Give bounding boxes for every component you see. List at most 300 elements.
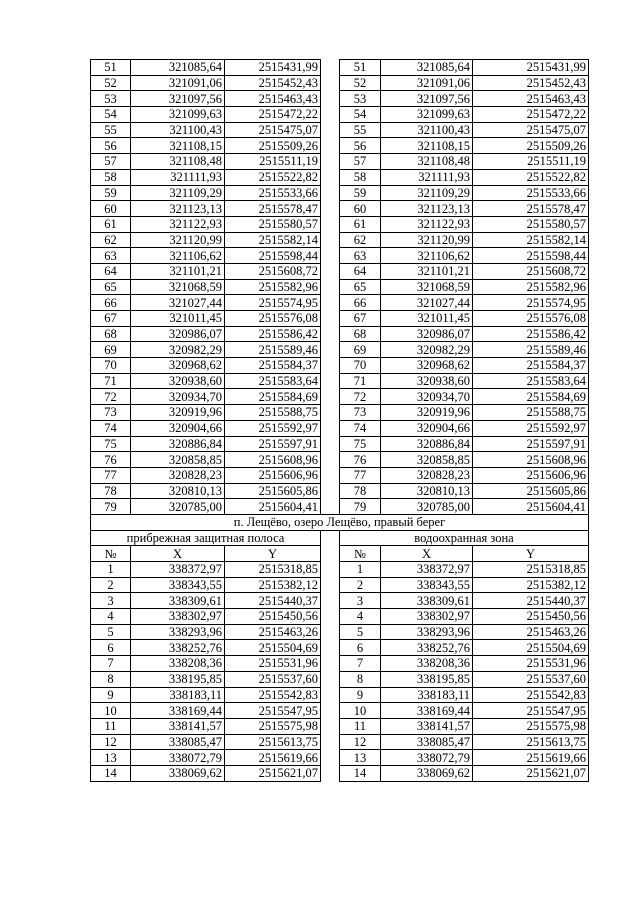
- table-row: [91, 216, 589, 232]
- y-coordinate-left: 2515619,66: [225, 750, 321, 766]
- column-gap: [321, 703, 340, 719]
- table-bottom-block: [91, 562, 589, 782]
- table-row: [91, 91, 589, 107]
- y-coordinate-right: 2515531,96: [473, 656, 589, 672]
- section-title: п. Лещёво, озеро Лещёво, правый берег: [91, 514, 589, 530]
- column-gap: [321, 420, 340, 436]
- y-coordinate-left: 2515598,44: [225, 248, 321, 264]
- column-gap: [321, 718, 340, 734]
- x-coordinate-right: 320986,07: [381, 326, 473, 342]
- point-number-left: 52: [91, 75, 131, 91]
- y-coordinate-left: 2515531,96: [225, 656, 321, 672]
- column-gap: [321, 577, 340, 593]
- x-coordinate-right: 338195,85: [381, 671, 473, 687]
- y-coordinate-right: 2515604,41: [473, 499, 589, 515]
- point-number-right: 52: [340, 75, 381, 91]
- right-subtitle: водоохранная зона: [340, 530, 589, 546]
- column-gap: [321, 154, 340, 170]
- point-number-right: 7: [340, 656, 381, 672]
- table-row: [91, 358, 589, 374]
- x-coordinate-left: 321122,93: [131, 216, 225, 232]
- column-gap: [321, 562, 340, 578]
- point-number-right: 69: [340, 342, 381, 358]
- point-number-right: 62: [340, 232, 381, 248]
- point-number-right: 67: [340, 311, 381, 327]
- column-gap: [321, 593, 340, 609]
- point-number-left: 8: [91, 671, 131, 687]
- column-gap: [321, 201, 340, 217]
- column-gap: [321, 452, 340, 468]
- x-coordinate-left: 338195,85: [131, 671, 225, 687]
- point-number-right: 75: [340, 436, 381, 452]
- y-coordinate-left: 2515318,85: [225, 562, 321, 578]
- x-coordinate-left: 321101,21: [131, 263, 225, 279]
- x-coordinate-right: 338302,97: [381, 609, 473, 625]
- y-coordinate-left: 2515509,26: [225, 138, 321, 154]
- table-row: [91, 342, 589, 358]
- y-coordinate-right: 2515621,07: [473, 765, 589, 781]
- y-coordinate-right: 2515592,97: [473, 420, 589, 436]
- x-coordinate-right: 338372,97: [381, 562, 473, 578]
- point-number-right: 9: [340, 687, 381, 703]
- y-coordinate-right: 2515475,07: [473, 122, 589, 138]
- point-number-right: 64: [340, 263, 381, 279]
- y-coordinate-right: 2515584,37: [473, 358, 589, 374]
- y-coordinate-left: 2515578,47: [225, 201, 321, 217]
- column-gap: [321, 311, 340, 327]
- table-row: [91, 169, 589, 185]
- table-top-block: [91, 60, 589, 515]
- point-number-right: 61: [340, 216, 381, 232]
- x-coordinate-left: 338252,76: [131, 640, 225, 656]
- y-coordinate-left: 2515589,46: [225, 342, 321, 358]
- x-coordinate-left: 321068,59: [131, 279, 225, 295]
- point-number-right: 57: [340, 154, 381, 170]
- x-coordinate-right: 321109,29: [381, 185, 473, 201]
- x-coordinate-left: 338072,79: [131, 750, 225, 766]
- column-gap: [321, 750, 340, 766]
- table-row: [91, 248, 589, 264]
- table-row: [91, 279, 589, 295]
- table-row: [91, 295, 589, 311]
- y-coordinate-right: 2515605,86: [473, 483, 589, 499]
- y-coordinate-right: 2515580,57: [473, 216, 589, 232]
- point-number-left: 53: [91, 91, 131, 107]
- column-gap: [321, 122, 340, 138]
- point-number-right: 14: [340, 765, 381, 781]
- x-coordinate-right: 321091,06: [381, 75, 473, 91]
- column-gap: [321, 342, 340, 358]
- x-coordinate-left: 320858,85: [131, 452, 225, 468]
- x-coordinate-right: 321111,93: [381, 169, 473, 185]
- column-gap: [321, 216, 340, 232]
- point-number-right: 59: [340, 185, 381, 201]
- x-coordinate-right: 320968,62: [381, 358, 473, 374]
- column-gap: [321, 107, 340, 123]
- y-coordinate-right: 2515574,95: [473, 295, 589, 311]
- x-coordinate-left: 321085,64: [131, 60, 225, 76]
- point-number-right: 11: [340, 718, 381, 734]
- x-coordinate-right: 321011,45: [381, 311, 473, 327]
- x-coordinate-left: 321106,62: [131, 248, 225, 264]
- column-gap: [321, 279, 340, 295]
- point-number-left: 60: [91, 201, 131, 217]
- table-row: [91, 420, 589, 436]
- x-coordinate-left: 320919,96: [131, 405, 225, 421]
- x-coordinate-left: 321011,45: [131, 311, 225, 327]
- x-coordinate-left: 321091,06: [131, 75, 225, 91]
- x-coordinate-left: 320986,07: [131, 326, 225, 342]
- y-coordinate-left: 2515606,96: [225, 467, 321, 483]
- y-coordinate-right: 2515576,08: [473, 311, 589, 327]
- y-coordinate-left: 2515580,57: [225, 216, 321, 232]
- column-gap: [321, 671, 340, 687]
- y-coordinate-left: 2515382,12: [225, 577, 321, 593]
- y-coordinate-left: 2515583,64: [225, 373, 321, 389]
- x-coordinate-left: 338302,97: [131, 609, 225, 625]
- point-number-right: 63: [340, 248, 381, 264]
- y-coordinate-right: 2515608,72: [473, 263, 589, 279]
- y-coordinate-left: 2515504,69: [225, 640, 321, 656]
- point-number-right: 76: [340, 452, 381, 468]
- y-coordinate-left: 2515608,72: [225, 263, 321, 279]
- x-coordinate-left: 338085,47: [131, 734, 225, 750]
- y-coordinate-right: 2515522,82: [473, 169, 589, 185]
- x-coordinate-right: 338085,47: [381, 734, 473, 750]
- table-row: [91, 750, 589, 766]
- y-coordinate-right: 2515583,64: [473, 373, 589, 389]
- point-number-right: 6: [340, 640, 381, 656]
- column-gap: [321, 609, 340, 625]
- x-coordinate-right: 321108,48: [381, 154, 473, 170]
- y-coordinate-right: 2515606,96: [473, 467, 589, 483]
- y-coordinate-left: 2515604,41: [225, 499, 321, 515]
- table-row: [91, 154, 589, 170]
- point-number-left: 64: [91, 263, 131, 279]
- point-number-left: 10: [91, 703, 131, 719]
- x-coordinate-right: 338069,62: [381, 765, 473, 781]
- x-coordinate-right: 321123,13: [381, 201, 473, 217]
- x-coordinate-right: 321099,63: [381, 107, 473, 123]
- point-number-left: 55: [91, 122, 131, 138]
- x-coordinate-right: 321027,44: [381, 295, 473, 311]
- table-row: [91, 436, 589, 452]
- point-number-right: 56: [340, 138, 381, 154]
- y-coordinate-right: 2515504,69: [473, 640, 589, 656]
- point-number-left: 9: [91, 687, 131, 703]
- x-coordinate-left: 338141,57: [131, 718, 225, 734]
- x-coordinate-left: 321108,15: [131, 138, 225, 154]
- point-number-right: 13: [340, 750, 381, 766]
- column-gap: [321, 75, 340, 91]
- y-coordinate-right: 2515578,47: [473, 201, 589, 217]
- y-coordinate-left: 2515605,86: [225, 483, 321, 499]
- y-coordinate-right: 2515619,66: [473, 750, 589, 766]
- point-number-left: 3: [91, 593, 131, 609]
- y-coordinate-left: 2515463,26: [225, 624, 321, 640]
- x-coordinate-right: 320785,00: [381, 499, 473, 515]
- x-coordinate-right: 321122,93: [381, 216, 473, 232]
- point-number-left: 54: [91, 107, 131, 123]
- y-coordinate-right: 2515597,91: [473, 436, 589, 452]
- column-gap: [321, 483, 340, 499]
- column-gap: [321, 138, 340, 154]
- x-coordinate-right: 321068,59: [381, 279, 473, 295]
- point-number-left: 73: [91, 405, 131, 421]
- point-number-left: 75: [91, 436, 131, 452]
- x-coordinate-right: 320919,96: [381, 405, 473, 421]
- point-number-right: 73: [340, 405, 381, 421]
- table-row: [91, 405, 589, 421]
- point-number-left: 66: [91, 295, 131, 311]
- x-coordinate-right: 338252,76: [381, 640, 473, 656]
- column-gap: [321, 326, 340, 342]
- y-coordinate-left: 2515582,14: [225, 232, 321, 248]
- y-coordinate-right: 2515586,42: [473, 326, 589, 342]
- x-coordinate-right: 320886,84: [381, 436, 473, 452]
- column-gap: [321, 530, 340, 546]
- x-coordinate-left: 320934,70: [131, 389, 225, 405]
- column-gap: [321, 765, 340, 781]
- column-gap: [321, 91, 340, 107]
- column-gap: [321, 295, 340, 311]
- point-number-right: 60: [340, 201, 381, 217]
- y-coordinate-right: 2515472,22: [473, 107, 589, 123]
- y-coordinate-left: 2515537,60: [225, 671, 321, 687]
- point-number-left: 71: [91, 373, 131, 389]
- table-row: [91, 389, 589, 405]
- y-coordinate-left: 2515588,75: [225, 405, 321, 421]
- header-n-left: №: [91, 546, 131, 562]
- y-coordinate-right: 2515318,85: [473, 562, 589, 578]
- point-number-right: 66: [340, 295, 381, 311]
- column-gap: [321, 687, 340, 703]
- column-gap: [321, 734, 340, 750]
- x-coordinate-right: 320938,60: [381, 373, 473, 389]
- x-coordinate-right: 338208,36: [381, 656, 473, 672]
- point-number-right: 12: [340, 734, 381, 750]
- point-number-right: 79: [340, 499, 381, 515]
- x-coordinate-left: 321027,44: [131, 295, 225, 311]
- y-coordinate-right: 2515547,95: [473, 703, 589, 719]
- point-number-right: 71: [340, 373, 381, 389]
- y-coordinate-left: 2515542,83: [225, 687, 321, 703]
- y-coordinate-left: 2515608,96: [225, 452, 321, 468]
- x-coordinate-right: 320828,23: [381, 467, 473, 483]
- x-coordinate-right: 321101,21: [381, 263, 473, 279]
- x-coordinate-right: 321100,43: [381, 122, 473, 138]
- table-row: [91, 734, 589, 750]
- point-number-left: 1: [91, 562, 131, 578]
- y-coordinate-right: 2515584,69: [473, 389, 589, 405]
- point-number-left: 4: [91, 609, 131, 625]
- x-coordinate-right: 320858,85: [381, 452, 473, 468]
- y-coordinate-right: 2515613,75: [473, 734, 589, 750]
- point-number-left: 79: [91, 499, 131, 515]
- y-coordinate-left: 2515440,37: [225, 593, 321, 609]
- column-gap: [321, 640, 340, 656]
- x-coordinate-left: 338183,11: [131, 687, 225, 703]
- column-gap: [321, 358, 340, 374]
- point-number-right: 53: [340, 91, 381, 107]
- y-coordinate-right: 2515598,44: [473, 248, 589, 264]
- point-number-left: 5: [91, 624, 131, 640]
- column-gap: [321, 436, 340, 452]
- point-number-right: 55: [340, 122, 381, 138]
- column-gap: [321, 467, 340, 483]
- x-coordinate-left: 320828,23: [131, 467, 225, 483]
- y-coordinate-right: 2515509,26: [473, 138, 589, 154]
- x-coordinate-left: 321120,99: [131, 232, 225, 248]
- table-row: [91, 718, 589, 734]
- point-number-right: 72: [340, 389, 381, 405]
- x-coordinate-right: 320934,70: [381, 389, 473, 405]
- y-coordinate-right: 2515588,75: [473, 405, 589, 421]
- table-row: [91, 562, 589, 578]
- point-number-left: 14: [91, 765, 131, 781]
- column-gap: [321, 389, 340, 405]
- y-coordinate-left: 2515533,66: [225, 185, 321, 201]
- column-gap: [321, 373, 340, 389]
- coordinates-document: [90, 59, 588, 782]
- point-number-right: 77: [340, 467, 381, 483]
- y-coordinate-right: 2515452,43: [473, 75, 589, 91]
- x-coordinate-right: 321108,15: [381, 138, 473, 154]
- point-number-left: 56: [91, 138, 131, 154]
- table-row: [91, 593, 589, 609]
- table-row: [91, 671, 589, 687]
- x-coordinate-right: 321097,56: [381, 91, 473, 107]
- point-number-right: 8: [340, 671, 381, 687]
- point-number-right: 74: [340, 420, 381, 436]
- point-number-left: 57: [91, 154, 131, 170]
- y-coordinate-left: 2515574,95: [225, 295, 321, 311]
- y-coordinate-left: 2515582,96: [225, 279, 321, 295]
- x-coordinate-right: 338072,79: [381, 750, 473, 766]
- y-coordinate-right: 2515463,43: [473, 91, 589, 107]
- y-coordinate-right: 2515582,14: [473, 232, 589, 248]
- y-coordinate-left: 2515511,19: [225, 154, 321, 170]
- point-number-left: 72: [91, 389, 131, 405]
- point-number-left: 2: [91, 577, 131, 593]
- x-coordinate-left: 338169,44: [131, 703, 225, 719]
- x-coordinate-left: 321111,93: [131, 169, 225, 185]
- y-coordinate-right: 2515582,96: [473, 279, 589, 295]
- y-coordinate-right: 2515431,99: [473, 60, 589, 76]
- column-gap: [321, 624, 340, 640]
- table-row: [91, 577, 589, 593]
- point-number-left: 77: [91, 467, 131, 483]
- point-number-right: 78: [340, 483, 381, 499]
- x-coordinate-left: 338343,55: [131, 577, 225, 593]
- point-number-right: 65: [340, 279, 381, 295]
- x-coordinate-left: 338309,61: [131, 593, 225, 609]
- table-row: [91, 185, 589, 201]
- x-coordinate-left: 321109,29: [131, 185, 225, 201]
- point-number-left: 63: [91, 248, 131, 264]
- point-number-left: 67: [91, 311, 131, 327]
- left-subtitle: прибрежная защитная полоса: [91, 530, 321, 546]
- x-coordinate-left: 321100,43: [131, 122, 225, 138]
- y-coordinate-right: 2515542,83: [473, 687, 589, 703]
- x-coordinate-right: 338183,11: [381, 687, 473, 703]
- column-gap: [321, 656, 340, 672]
- y-coordinate-right: 2515511,19: [473, 154, 589, 170]
- y-coordinate-left: 2515547,95: [225, 703, 321, 719]
- header-y-left: Y: [225, 546, 321, 562]
- column-gap: [321, 232, 340, 248]
- y-coordinate-right: 2515382,12: [473, 577, 589, 593]
- point-number-left: 69: [91, 342, 131, 358]
- column-gap: [321, 263, 340, 279]
- y-coordinate-left: 2515584,69: [225, 389, 321, 405]
- point-number-right: 2: [340, 577, 381, 593]
- x-coordinate-right: 321085,64: [381, 60, 473, 76]
- column-gap: [321, 60, 340, 76]
- y-coordinate-right: 2515463,26: [473, 624, 589, 640]
- y-coordinate-left: 2515586,42: [225, 326, 321, 342]
- point-number-right: 10: [340, 703, 381, 719]
- x-coordinate-left: 320968,62: [131, 358, 225, 374]
- table-row: [91, 311, 589, 327]
- x-coordinate-left: 320785,00: [131, 499, 225, 515]
- table-row: [91, 609, 589, 625]
- point-number-left: 65: [91, 279, 131, 295]
- x-coordinate-left: 320886,84: [131, 436, 225, 452]
- x-coordinate-right: 338343,55: [381, 577, 473, 593]
- point-number-left: 51: [91, 60, 131, 76]
- point-number-left: 78: [91, 483, 131, 499]
- x-coordinate-left: 320938,60: [131, 373, 225, 389]
- y-coordinate-left: 2515463,43: [225, 91, 321, 107]
- x-coordinate-right: 320810,13: [381, 483, 473, 499]
- table-row: [91, 483, 589, 499]
- column-gap: [321, 248, 340, 264]
- y-coordinate-right: 2515440,37: [473, 593, 589, 609]
- point-number-right: 3: [340, 593, 381, 609]
- table-row: [91, 373, 589, 389]
- point-number-right: 54: [340, 107, 381, 123]
- table-row: [91, 765, 589, 781]
- coordinates-table: [90, 59, 589, 782]
- column-gap: [321, 405, 340, 421]
- table-row: [91, 326, 589, 342]
- table-row: [91, 60, 589, 76]
- y-coordinate-left: 2515452,43: [225, 75, 321, 91]
- y-coordinate-left: 2515597,91: [225, 436, 321, 452]
- x-coordinate-right: 320904,66: [381, 420, 473, 436]
- y-coordinate-right: 2515537,60: [473, 671, 589, 687]
- point-number-right: 5: [340, 624, 381, 640]
- point-number-right: 1: [340, 562, 381, 578]
- point-number-right: 4: [340, 609, 381, 625]
- x-coordinate-right: 321106,62: [381, 248, 473, 264]
- table-row: [91, 138, 589, 154]
- table-row: [91, 703, 589, 719]
- y-coordinate-left: 2515431,99: [225, 60, 321, 76]
- point-number-left: 6: [91, 640, 131, 656]
- x-coordinate-left: 320904,66: [131, 420, 225, 436]
- table-row: [91, 640, 589, 656]
- table-row: [91, 232, 589, 248]
- x-coordinate-left: 321097,56: [131, 91, 225, 107]
- y-coordinate-left: 2515592,97: [225, 420, 321, 436]
- point-number-left: 74: [91, 420, 131, 436]
- point-number-left: 68: [91, 326, 131, 342]
- column-gap: [321, 546, 340, 562]
- column-gap: [321, 169, 340, 185]
- x-coordinate-right: 320982,29: [381, 342, 473, 358]
